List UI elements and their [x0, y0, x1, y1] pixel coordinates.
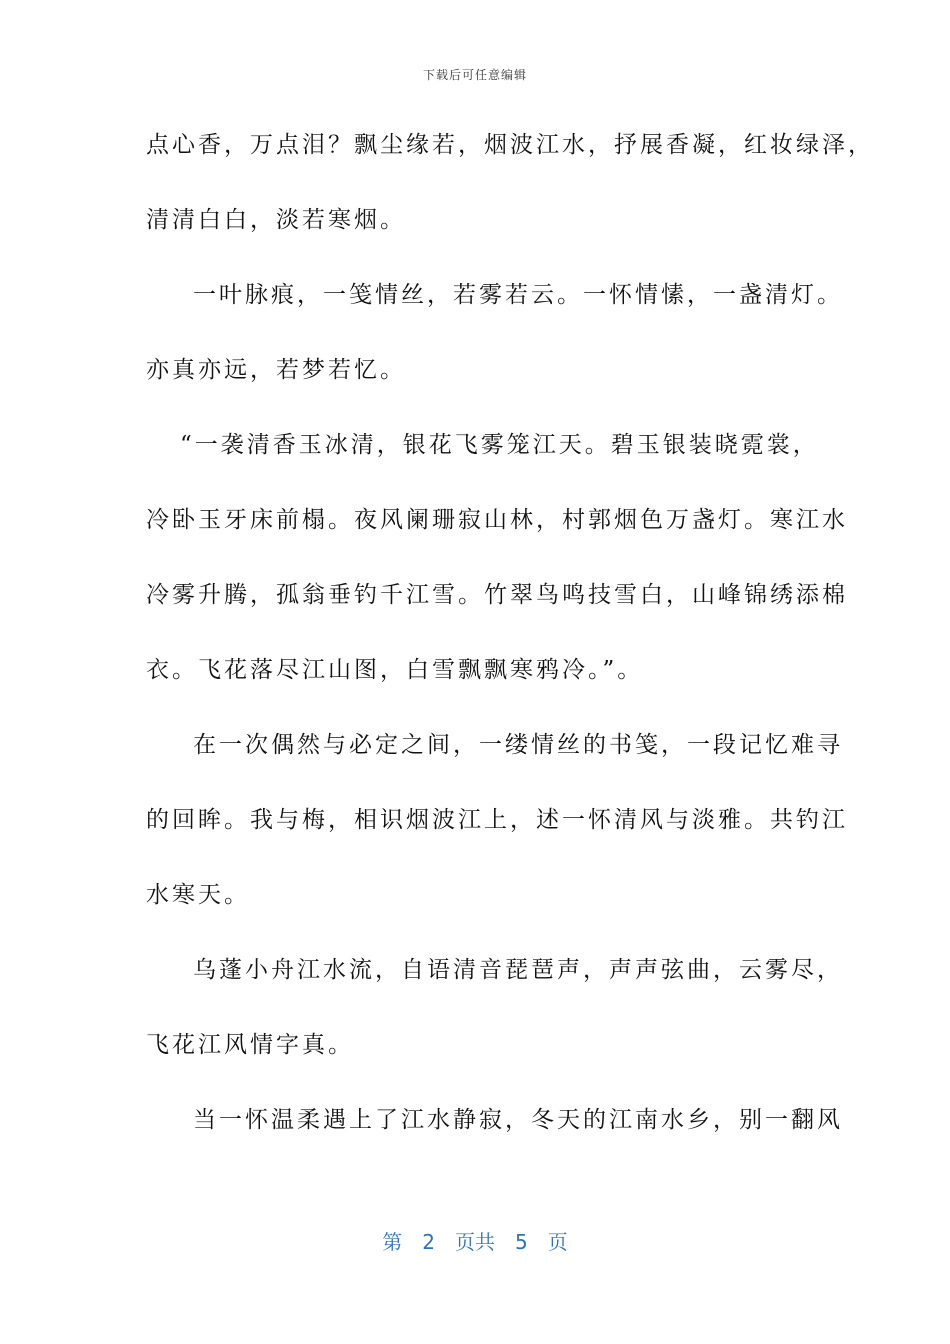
text-line: 冷卧玉牙床前榻。夜风阑珊寂山林，村郭烟色万盏灯。寒江水: [146, 507, 848, 533]
text-line: 亦真亦远，若梦若忆。: [146, 357, 406, 383]
footer-suffix: 页: [547, 1230, 568, 1254]
text-line: 点心香，万点泪？飘尘缘若，烟波江水，抒展香凝，红妆绿泽，: [146, 132, 874, 158]
text-line: 在一次偶然与必定之间，一缕情丝的书笺，一段记忆难寻: [193, 732, 843, 758]
text-line: 清清白白，淡若寒烟。: [146, 207, 406, 233]
footer-middle: 页共: [455, 1230, 495, 1254]
page-header: 下载后可任意编辑: [422, 68, 527, 82]
text-line: 飞花江风情字真。: [146, 1032, 354, 1058]
footer-prefix: 第: [382, 1230, 403, 1254]
text-line: 冷雾升腾，孤翁垂钓千江雪。竹翠鸟鸣技雪白，山峰锦绣添棉: [146, 582, 848, 608]
text-line: 一叶脉痕，一笺情丝，若雾若云。一怀情愫，一盏清灯。: [193, 282, 843, 308]
text-line: 衣。飞花落尽江山图，白雪飘飘寒鸦冷。”。: [146, 657, 644, 683]
page-footer: [0, 1226, 950, 1255]
text-line: “一袭清香玉冰清，银花飞雾笼江天。碧玉银装晓霓裳，: [180, 432, 819, 458]
text-line: 水寒天。: [146, 882, 250, 908]
footer-total-pages: 5: [515, 1230, 528, 1254]
text-line: 乌蓬小舟江水流，自语清音琵琶声，声声弦曲，云雾尽，: [193, 957, 843, 983]
footer-page-number: 2: [422, 1230, 435, 1254]
text-line: 的回眸。我与梅，相识烟波江上，述一怀清风与淡雅。共钓江: [146, 807, 848, 833]
text-line: 当一怀温柔遇上了江水静寂，冬天的江南水乡，别一翻风: [193, 1107, 843, 1133]
